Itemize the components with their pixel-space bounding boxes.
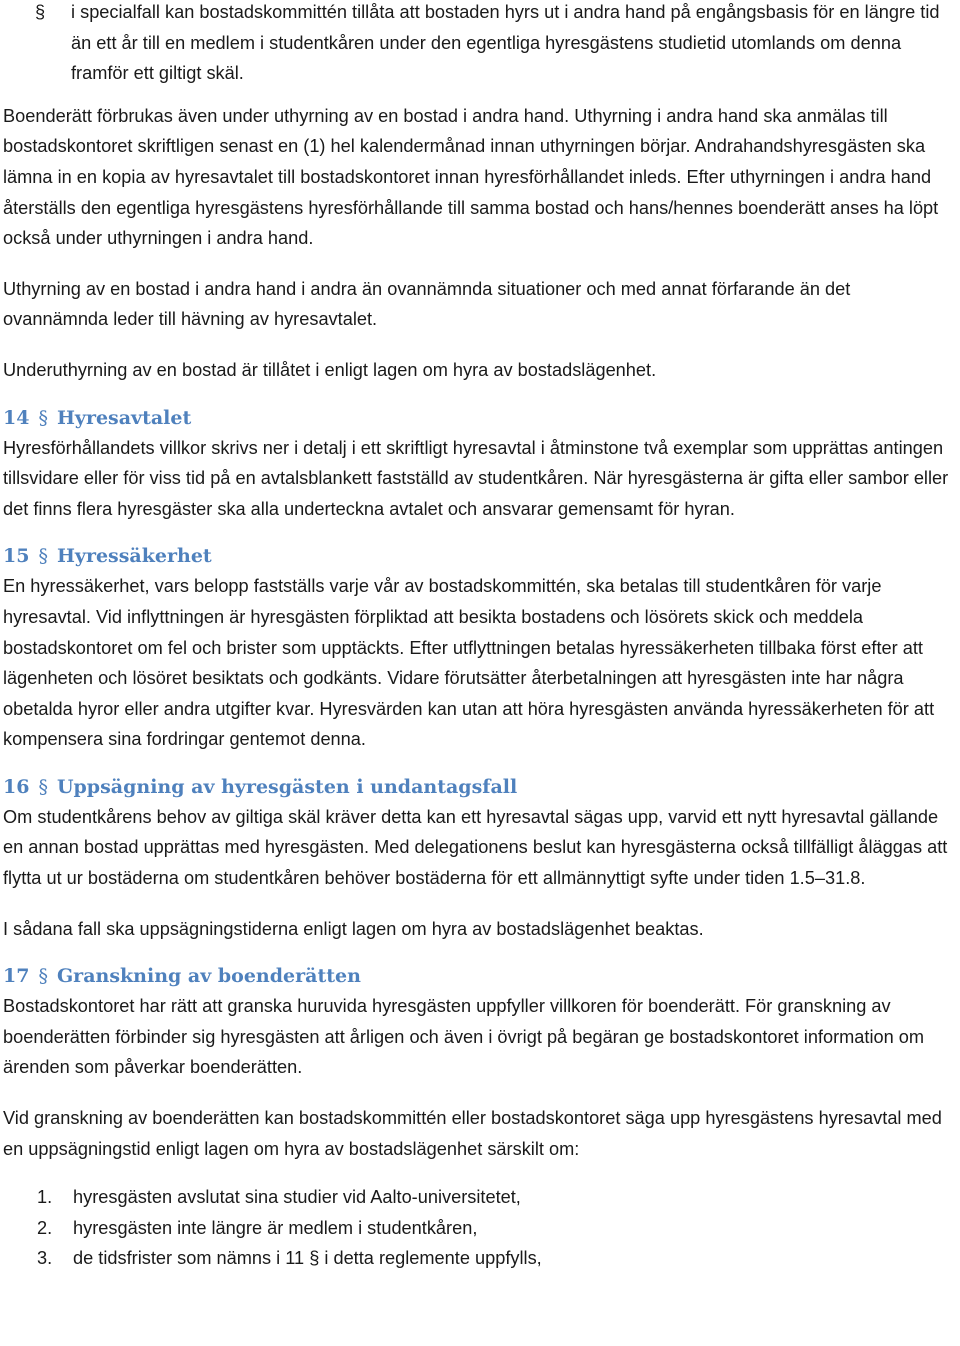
- list-item: 1. hyresgästen avslutat sina studier vid Aalto-universitetet,: [37, 1187, 521, 1208]
- section-title: Hyressäkerhet: [56, 545, 212, 568]
- section-title: Granskning av boenderätten: [56, 965, 361, 988]
- section-15-paragraph: En hyressäkerhet, vars belopp fastställs varje vår av bostadskommittén, ska betalas till studentkåren för varje hyresavtal. Vid inflyttningen är hyresgästen förpliktad att besikta bostadens och lösörets skick och meddela bostadskontoret om fel och brister som upptäckts. Efter utflyttningen betalas hyressäkerheten tillbaka först efter att lägenheten och lösöret besiktats och godkänts. Vidare förutsätter återbetalningen att hyresgästen inte har några obetalda hyror eller andra utgifter kvar. Hyresvärden kan utan att höra hyresgästen använda hyressäkerheten för att kompensera sina fordringar gentemot denna.: [3, 576, 935, 750]
- section-heading-14: 14 § Hyresavtalet: [3, 406, 192, 429]
- list-item: 3. de tidsfrister som nämns i 11 § i detta reglemente uppfylls,: [37, 1248, 542, 1269]
- paragraph-subletting-3: Underuthyrning av en bostad är tillåtet i enligt lagen om hyra av bostadslägenhet.: [3, 359, 657, 380]
- section-heading-17: 17 § Granskning av boenderätten: [3, 965, 361, 988]
- section-17-paragraph-1: Bostadskontoret har rätt att granska huruvida hyresgästen uppfyller villkoren för boenderätt. För granskning av boenderätten förbinder sig hyresgästen att årligen och även i övrigt på begäran ge bostadskontoret information om ärenden som påverkar boenderätten.: [3, 996, 925, 1078]
- section-14-paragraph: Hyresförhållandets villkor skrivs ner i detalj i ett skriftligt hyresavtal i åtminstone två exemplar som upprättas antingen tillsvidare eller för viss tid på en avtalsblankett fastställd av studentkåren. När hyresgästerna är gifta eller sambor eller det finns flera hyresgäster ska alla underteckna avtalet och ansvarar gemensamt för hyran.: [3, 437, 949, 519]
- section-16-paragraph-1: Om studentkårens behov av giltiga skäl kräver detta kan ett hyresavtal sägas upp, varvid ett nytt hyresavtal gällande en annan bostad upprättas med hyresgästen. Med delegationens beslut kan hyresgästerna också tillfälligt åläggas att flytta ut ur bostäderna om studentkåren behöver bostäderna för ett allmännyttigt syfte under tiden 1.5–31.8.: [3, 806, 948, 889]
- section-16-paragraph-2: I sådana fall ska uppsägningstiderna enligt lagen om hyra av bostadslägenhet beaktas.: [3, 918, 704, 939]
- section-sign-icon: §: [38, 965, 48, 988]
- section-sign-icon: §: [38, 406, 48, 429]
- grounds-list: [3, 1182, 958, 1274]
- list-item: 2. hyresgästen inte längre är medlem i studentkåren,: [37, 1217, 478, 1238]
- section-sign-icon: §: [38, 545, 48, 568]
- section-sign-icon: §: [38, 775, 48, 798]
- section-heading-16: 16 § Uppsägning av hyresgästen i undantagsfall: [3, 775, 518, 798]
- section-17-paragraph-2: Vid granskning av boenderätten kan bostadskommittén eller bostadskontoret säga upp hyresgästens hyresavtal med en uppsägningstid enligt lagen om hyra av bostadslägenhet särskilt om:: [3, 1108, 942, 1159]
- paragraph-subletting-1: Boenderätt förbrukas även under uthyrning av en bostad i andra hand. Uthyrning i andra hand ska anmälas till bostadskontoret skriftligen senast en (1) hel kalendermånad innan uthyrningen börjar. Andrahandshyresgästen ska lämna in en kopia av hyresavtalet till bostadskontoret innan hyresförhållandet inleds. Efter uthyrningen i andra hand återställs den egentliga hyresgästens hyresförhållande till samma bostad och hans/hennes boenderätt anses ha löpt också under uthyrningen i andra hand.: [3, 105, 939, 249]
- section-title: Hyresavtalet: [56, 406, 192, 429]
- bullet-paragraph: [3, 0, 958, 89]
- section-heading-15: 15 § Hyressäkerhet: [3, 545, 212, 568]
- document-page: [3, 0, 958, 1274]
- section-title: Uppsägning av hyresgästen i undantagsfall: [56, 775, 518, 798]
- section-bullet-icon: §: [35, 2, 46, 22]
- bullet-text: i specialfall kan bostadskommittén tillåta att bostaden hyrs ut i andra hand på engångsbasis för en längre tid än ett år till en medlem i studentkåren under den egentliga hyresgästens studietid utomlands om denna framför ett giltigt skäl.: [71, 2, 940, 84]
- paragraph-subletting-2: Uthyrning av en bostad i andra hand i andra än ovannämnda situationer och med annat förfarande än det ovannämnda leder till hävning av hyresavtalet.: [3, 278, 851, 330]
